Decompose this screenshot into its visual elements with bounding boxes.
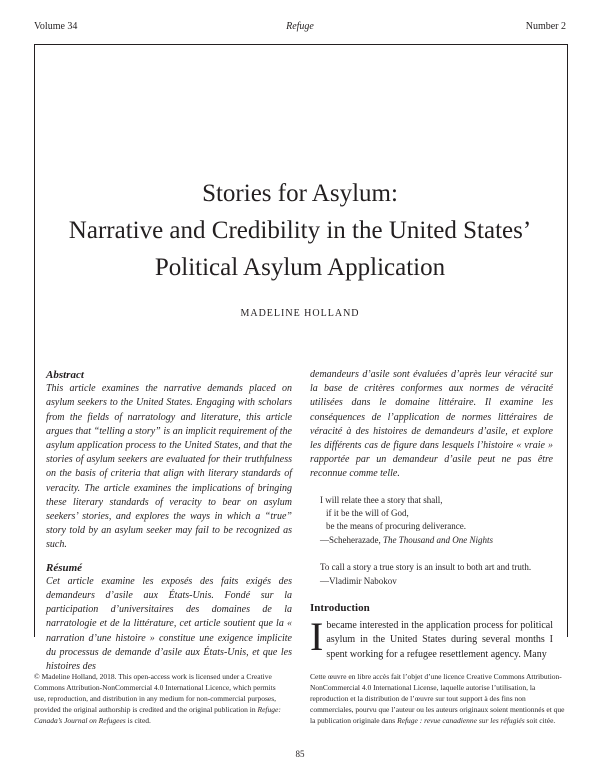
header-volume: Volume 34 xyxy=(34,21,78,32)
introduction-paragraph xyxy=(310,614,553,662)
header-number: Number 2 xyxy=(525,21,566,32)
epigraph-1-attribution xyxy=(320,534,553,547)
epigraph-2-line-1: To call a story a true story is an insult to both art and truth. xyxy=(320,562,532,573)
article-title xyxy=(0,175,600,286)
license-english-journal: Refuge: Canada’s Journal on Refugees xyxy=(34,705,281,725)
epigraph-scheherazade xyxy=(320,494,553,548)
resume-text-left: Cet article examine les exposés des faits exigés des demandeurs d’asile aux États-Unis. Fondé sur la participation d’universitaires des domaines de la narratologie et de la littérature, cet article soutient que la « narration d’une histoire » constitue une exigence implicite du processus de demande d’asile aux États-Unis, et que les histoires des xyxy=(46,575,292,673)
right-column xyxy=(310,368,553,662)
epigraph-1-line-3: be the means of procuring deliverance. xyxy=(326,521,466,532)
epigraph-2-attribution: —Vladimir Nabokov xyxy=(320,575,397,586)
page-number: 85 xyxy=(295,749,305,759)
resume-heading: Résumé xyxy=(46,561,83,574)
drop-cap: I xyxy=(310,614,324,660)
resume-text-right: demandeurs d’asile sont évaluées d’après leur véracité sur la base de critères conformes aux normes de véracité utilisées dans le domaine littéraire. Il examine les conséquences de l’application de normes littéraires de véracité à des histoires de demandeurs d’asile, et explore les différents cas de figure dans lesquels l’histoire « vraie » rapportée par un demandeur d’asile peut ne pas être reconnue comme telle. xyxy=(310,369,553,480)
license-english-text: © Madeline Holland, 2018. This open-access work is licensed under a Creative Commons Attribution-NonCommercial 4.0 International Licence, which permits use, reproduction, and distribution in any medium for non-commercial purposes, provided the original authorship is credited and the original publication in xyxy=(34,672,277,714)
introduction-heading: Introduction xyxy=(310,602,370,615)
title-line-2: Narrative and Credibility in the United States’ xyxy=(68,217,532,244)
epigraph-1-line-1: I will relate thee a story that shall, xyxy=(320,494,443,505)
introduction-text: became interested in the application process for political asylum in the United States during several months I spent working for a refugee resettlement agency. Many xyxy=(326,620,553,660)
abstract-heading: Abstract xyxy=(46,369,84,381)
license-note-english xyxy=(34,671,288,726)
epigraph-nabokov xyxy=(320,561,553,588)
epigraph-1-attribution-work: The Thousand and One Nights xyxy=(382,534,493,545)
title-line-3: Political Asylum Application xyxy=(154,254,446,281)
header-journal: Refuge xyxy=(286,21,314,32)
license-french-journal: Refuge : revue canadienne sur les réfugiés xyxy=(397,716,525,725)
title-line-1: Stories for Asylum: xyxy=(202,180,398,207)
license-english-end: is cited. xyxy=(125,716,151,725)
abstract-text: This article examines the narrative demands placed on asylum seekers to the United States. Engaging with scholars from the fields of narratology and literature, this article argues that “telling a story” is an implicit requirement of the asylum application process to the United States, and that the stories of asylum seekers are evaluated for their truthfulness on the basis of criteria that align with literary standards of veracity. The article examines the implications of bringing these literary standards of veracity to bear on asylum seekers’ stories, and explores the ways in which a “true” story told by an asylum seeker may fail to be recognized as such. xyxy=(46,383,292,551)
epigraph-1-line-2: if it be the will of God, xyxy=(326,508,409,519)
author-name: MADELINE HOLLAND xyxy=(240,308,360,319)
license-french-end: soit citée. xyxy=(524,716,556,725)
license-french-text: Cette œuvre en libre accès fait l’objet d’une licence Creative Commons Attribution-NonCommercial 4.0 International License, laquelle autorise l’utilisation, la reproduction et la distribution de l’œuvre sur tout support à des fins non commerciales, pourvu que l’auteur ou les auteurs originaux soient mentionnés et que la publication originale dans xyxy=(310,672,565,725)
license-note-french xyxy=(310,671,566,726)
left-column xyxy=(46,368,292,674)
epigraph-1-attribution-prefix: —Scheherazade, xyxy=(320,534,383,545)
